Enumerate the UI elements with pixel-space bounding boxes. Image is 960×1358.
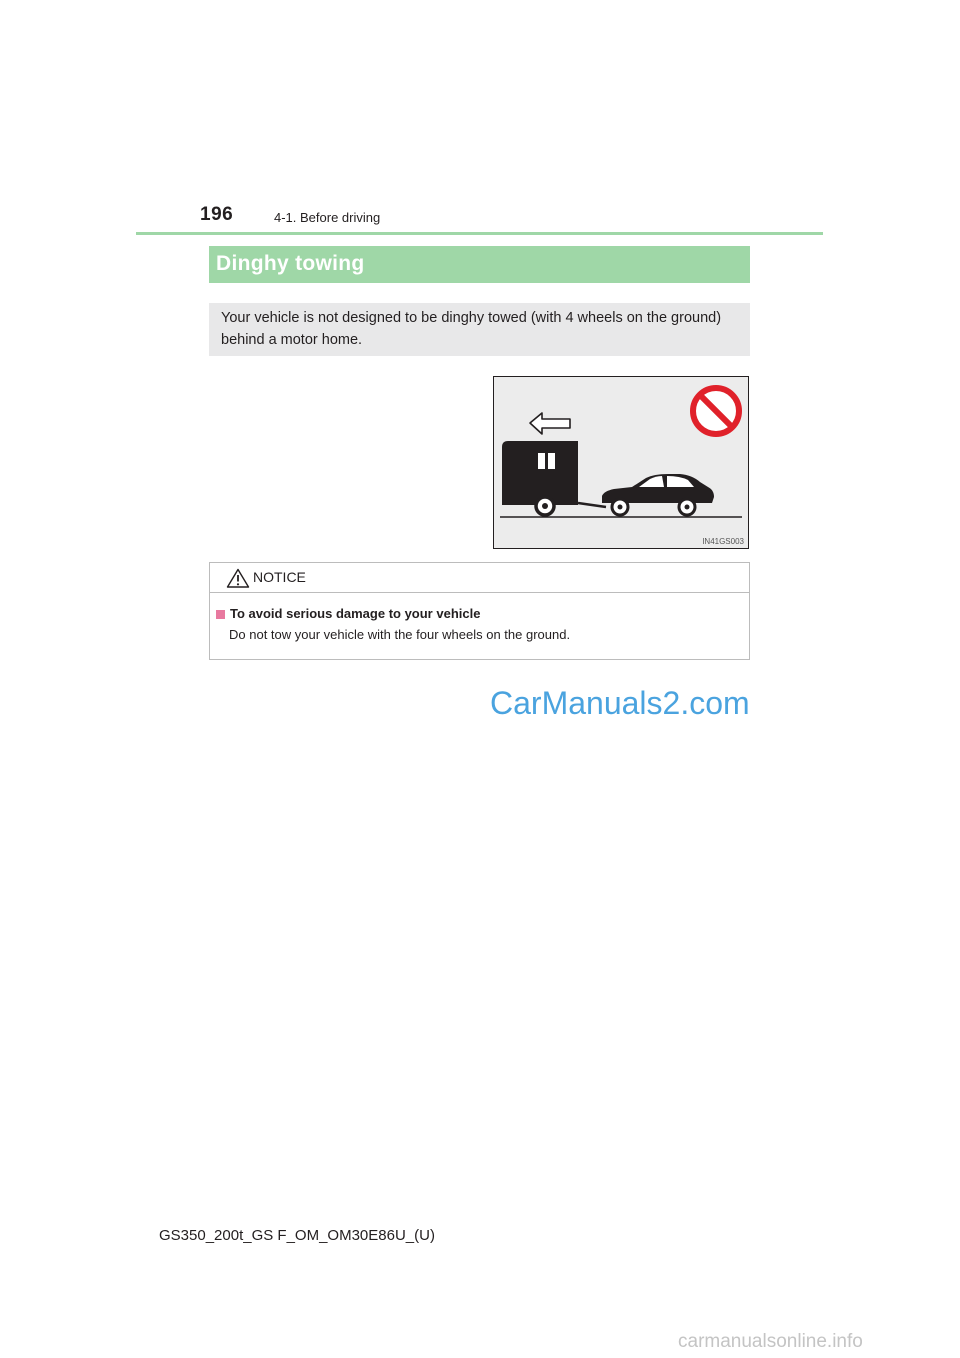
notice-header <box>210 563 749 593</box>
intro-text: Your vehicle is not designed to be dinghy towed (with 4 wheels on the ground) behind a motor home. <box>221 310 722 348</box>
footer-site-link[interactable]: carmanualsonline.info <box>678 1331 863 1352</box>
footer-doc-code: GS350_200t_GS F_OM_OM30E86U_(U) <box>159 1227 435 1244</box>
motorhome-icon <box>502 441 606 515</box>
towing-illustration-drawing <box>494 377 748 548</box>
notice-label: NOTICE <box>253 569 306 585</box>
notice-body: Do not tow your vehicle with the four wheels on the ground. <box>229 627 571 642</box>
intro-box <box>209 303 750 356</box>
page-number: 196 <box>200 204 234 225</box>
left-arrow-icon <box>530 413 570 434</box>
illustration-code: IN41GS003 <box>702 537 744 546</box>
topic-title: Dinghy towing <box>216 252 365 275</box>
topic-bar <box>209 246 750 283</box>
section-title: 4-1. Before driving <box>274 210 381 225</box>
page-header <box>136 200 823 236</box>
towing-illustration <box>493 376 749 549</box>
notice-box <box>209 562 750 660</box>
notice-heading-text: To avoid serious damage to your vehicle <box>230 606 481 621</box>
watermark-link[interactable]: CarManuals2.com <box>490 685 750 721</box>
bullet-square-icon <box>216 610 225 619</box>
warning-triangle-icon <box>226 568 250 588</box>
car-icon <box>602 474 714 515</box>
notice-heading <box>216 606 480 621</box>
prohibition-icon <box>693 388 739 434</box>
header-rule <box>136 232 823 235</box>
